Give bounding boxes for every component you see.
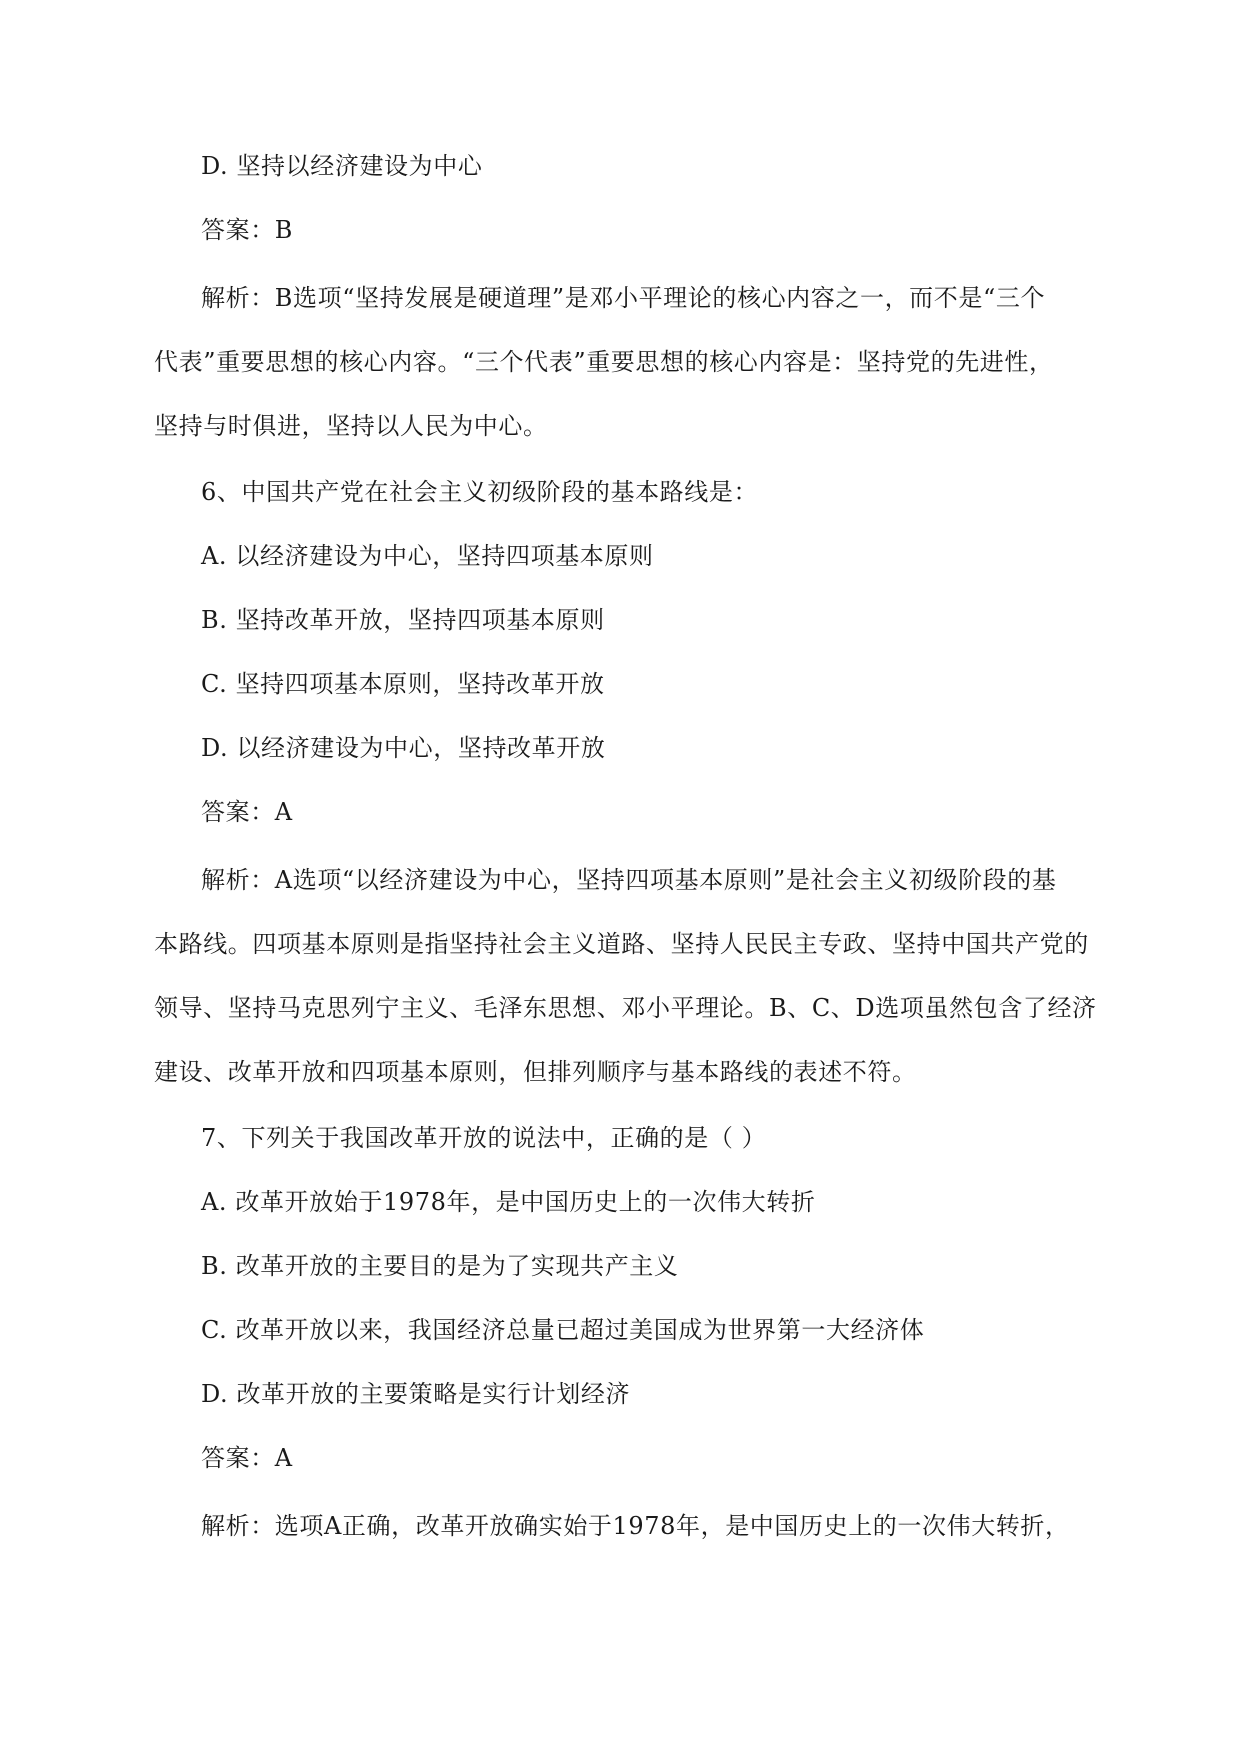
q5-explanation-line-3: 坚持与时俱进，坚持以人民为中心。 [154, 412, 548, 440]
q6-question: 6、中国共产党在社会主义初级阶段的基本路线是： [201, 478, 759, 506]
q6-option-c: C. 坚持四项基本原则，坚持改革开放 [201, 670, 605, 698]
q7-option-b: B. 改革开放的主要目的是为了实现共产主义 [201, 1252, 679, 1280]
q7-option-a: A. 改革开放始于1978年，是中国历史上的一次伟大转折 [201, 1188, 816, 1216]
q5-explanation-line-2: 代表”重要思想的核心内容。“三个代表”重要思想的核心内容是：坚持党的先进性， [154, 348, 1054, 376]
q7-explanation-line-1: 解析：选项A正确，改革开放确实始于1978年，是中国历史上的一次伟大转折， [201, 1512, 1070, 1540]
q5-answer: 答案：B [201, 216, 294, 244]
q5-option-d: D. 坚持以经济建设为中心 [201, 152, 483, 180]
q6-explanation-line-1: 解析：A选项“以经济建设为中心，坚持四项基本原则”是社会主义初级阶段的基 [201, 866, 1057, 894]
q6-explanation-line-3: 领导、坚持马克思列宁主义、毛泽东思想、邓小平理论。B、C、D选项虽然包含了经济 [154, 994, 1097, 1022]
q6-option-a: A. 以经济建设为中心，坚持四项基本原则 [201, 542, 654, 570]
q7-option-d: D. 改革开放的主要策略是实行计划经济 [201, 1380, 631, 1408]
q6-option-d: D. 以经济建设为中心，坚持改革开放 [201, 734, 606, 762]
q6-option-b: B. 坚持改革开放，坚持四项基本原则 [201, 606, 605, 634]
q6-explanation-line-4: 建设、改革开放和四项基本原则，但排列顺序与基本路线的表述不符。 [154, 1058, 917, 1086]
q6-explanation-line-2: 本路线。四项基本原则是指坚持社会主义道路、坚持人民民主专政、坚持中国共产党的 [154, 930, 1089, 958]
q6-answer: 答案：A [201, 798, 293, 826]
q7-option-c: C. 改革开放以来，我国经济总量已超过美国成为世界第一大经济体 [201, 1316, 925, 1344]
q7-answer: 答案：A [201, 1444, 293, 1472]
q5-explanation-line-1: 解析：B选项“坚持发展是硬道理”是邓小平理论的核心内容之一，而不是“三个 [201, 284, 1046, 312]
q7-question: 7、下列关于我国改革开放的说法中，正确的是（ ） [201, 1124, 767, 1152]
